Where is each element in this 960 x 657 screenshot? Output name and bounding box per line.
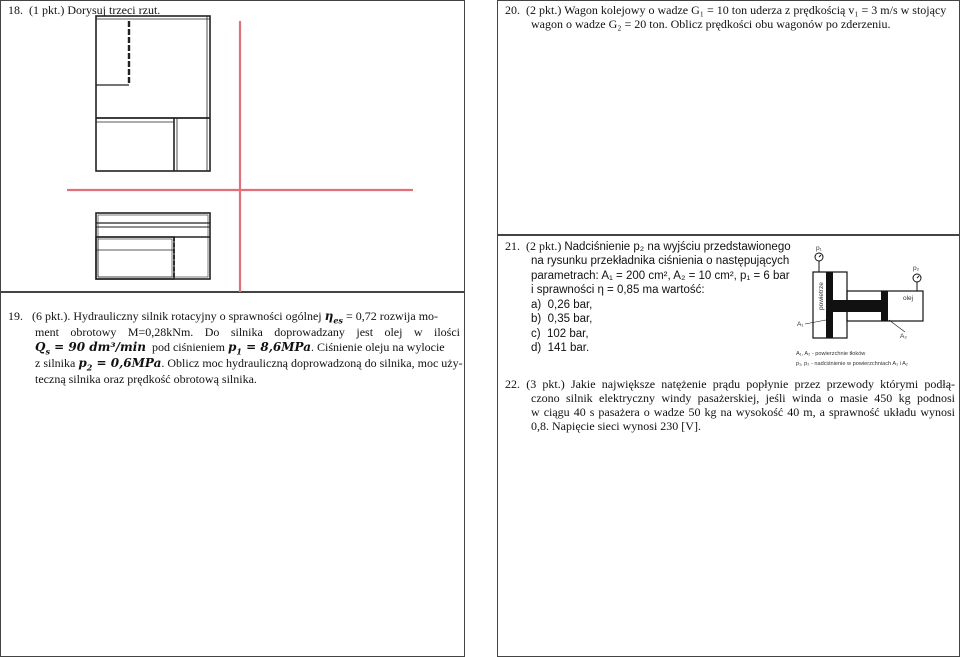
q22-line4: 0,8. Napięcie sieci wynosi 230 [V]. <box>531 419 701 433</box>
q19-text-4-start: z silnika <box>35 356 76 370</box>
q21-22-cell <box>497 235 960 657</box>
q20-cell <box>497 0 960 235</box>
qs-formula: $Q_s = 90$ dm³/min <box>35 340 146 357</box>
a2-pointer <box>889 320 905 332</box>
q19-text-1-end: = 0,72 rozwija mo- <box>345 309 439 323</box>
q21-line3: parametrach: A₁ = 200 cm², A₂ = 10 cm², p₁ = 6 bar <box>531 269 790 282</box>
q20-text-1: Wagon kolejowy o wadze G₁ = 10 ton uderza z prędkością v₁ = 3 m/s w stojący <box>564 3 947 17</box>
q19-cell <box>0 292 465 657</box>
p2-formula: $p_2 = 0,6MPa$ <box>78 356 162 373</box>
q19-text-3-end: . Ciśnienie oleju na wylocie <box>311 340 445 354</box>
q21-number: 21. <box>505 239 520 253</box>
q20-line1 <box>505 3 946 17</box>
fig-legend-1: A₁, A₂ - powierzchnie tłoków <box>796 351 866 357</box>
q21-line2: na rysunku przekładnika ciśnienia o następujących <box>531 255 790 267</box>
eta-es-formula: $\eta_{es}$ <box>324 309 343 326</box>
fig-label-p2: p₂ <box>913 265 920 272</box>
q18-text: Dorysuj trzeci rzut. <box>67 3 161 17</box>
gauge-p2-icon <box>913 274 921 291</box>
top-view <box>96 213 210 279</box>
q22-text-1: Jakie największe natężenie prądu popłynie przez przewody którymi podłą- <box>570 377 956 391</box>
q20-line2: wagon o wadze G₂ = 20 ton. Oblicz prędkości obu wagonów po zderzeniu. <box>531 17 891 31</box>
p1-formula: $p_1 = 8,6MPa$ <box>227 340 311 357</box>
q22-line1 <box>505 377 955 391</box>
q21-option-d: d) 141 bar. <box>531 342 590 354</box>
q21-points: (2 pkt.) <box>526 239 562 253</box>
q22-line2: czono silnik elektryczny windy pasażerskiej, jeśli winda o masie 450 kg podnosi <box>531 391 955 405</box>
q19-number: 19. <box>8 309 23 323</box>
q19-text-3-mid: pod ciśnieniem <box>151 340 225 354</box>
q19-line1 <box>8 309 458 326</box>
q19-line3 <box>35 340 460 357</box>
q19-line4 <box>35 356 463 373</box>
q21-line4: i sprawności η = 0,85 ma wartość: <box>531 284 705 296</box>
q19-line2: ment obrotowy M=0,28kNm. Do silnika doprowadzany jest olej w ilości <box>35 325 460 339</box>
q21-option-b: b) 0,35 bar, <box>531 313 593 325</box>
q22-points: (3 pkt.) <box>526 377 565 391</box>
fig-label-olej: olej <box>903 295 914 302</box>
fig-legend-2: p₁, p₂ - nadciśnienie w powierzchniach A₁ i A₂ <box>796 361 908 367</box>
q21-option-a: a) 0,26 bar, <box>531 298 593 311</box>
fig-label-p1: p₁ <box>816 245 822 252</box>
transducer-piston <box>826 272 888 338</box>
q19-text-1: Hydrauliczny silnik rotacyjny o sprawności ogólnej <box>73 309 322 323</box>
front-view <box>96 16 210 171</box>
q19-line5: teczną silnika oraz prędkość obrotową silnika. <box>35 372 257 386</box>
q18-number: 18. <box>8 3 23 17</box>
q18-cell <box>0 0 465 292</box>
fig-label-a1: A₁ <box>797 321 804 328</box>
q21-options <box>531 298 795 356</box>
q21-text-1: Nadciśnienie p₂ na wyjściu przedstawionego <box>564 241 791 253</box>
q22-number: 22. <box>505 377 520 391</box>
q18-points: (1 pkt.) <box>29 3 65 17</box>
q21-option-c: c) 102 bar, <box>531 327 589 340</box>
pressure-transducer-figure <box>793 240 960 372</box>
projection-drawing <box>1 1 466 293</box>
q20-number: 20. <box>505 3 520 17</box>
fig-label-a2: A₂ <box>900 333 907 340</box>
q19-text-4-end: . Oblicz moc hydrauliczną doprowadzoną do silnika, moc uży- <box>161 356 463 370</box>
gauge-p1-icon <box>815 253 823 272</box>
q22-line3: w ciągu 40 s pasażera o wadze 50 kg na wysokość 40 m, a sprawność układu wynosi <box>531 405 955 419</box>
a1-pointer <box>805 320 826 324</box>
fig-label-powietrze: powietrze <box>818 282 825 310</box>
q20-points: (2 pkt.) <box>526 3 562 17</box>
q19-points: (6 pkt.). <box>32 309 71 323</box>
q21-block <box>505 239 795 356</box>
